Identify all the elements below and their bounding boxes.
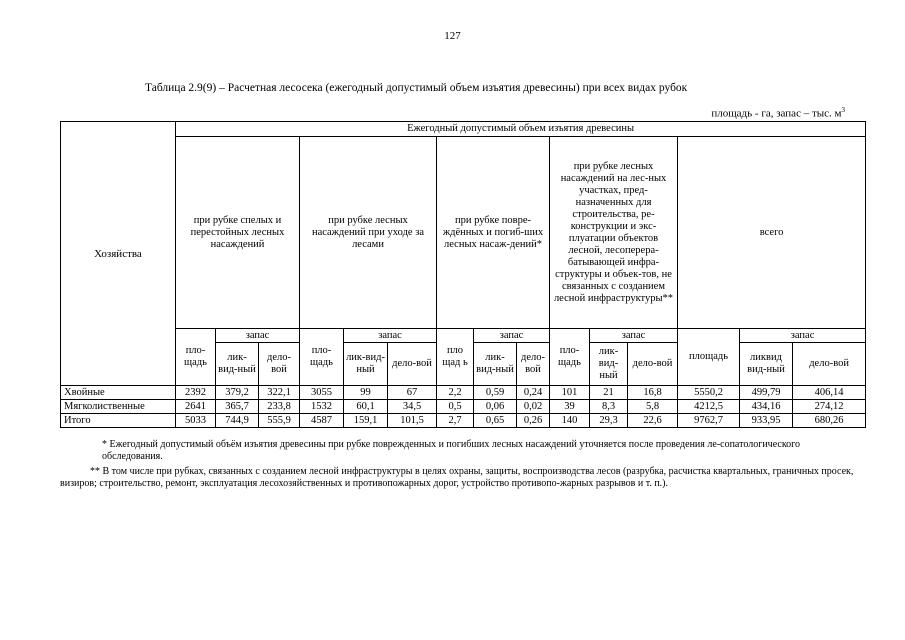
cell: 0,5 [437, 400, 474, 414]
cell: 274,12 [793, 400, 866, 414]
header-overall: Ежегодный допустимый объем изъятия древесины [176, 122, 866, 137]
cell: 434,16 [740, 400, 793, 414]
cell: 22,6 [628, 414, 678, 428]
cell: 34,5 [388, 400, 437, 414]
header-stock: запас [474, 329, 550, 343]
cell: 5550,2 [678, 386, 740, 400]
header-liquid: лик-вид-ный [590, 343, 628, 386]
header-group-total: всего [678, 137, 866, 329]
header-stock: запас [344, 329, 437, 343]
cell: 67 [388, 386, 437, 400]
header-group-infrastructure: при рубке лесных насаждений на лес-ных участках, пред-назначенных для строительства, ре-конструкции и экс-плуатации объектов лесной, лесоперера-батывающей инфра-структуры и объек-тов, не связанных с созданием лесной инфраструктуры** [550, 137, 678, 329]
footnote-damaged: * Ежегодный допустимый объём изъятия древесины при рубке поврежденных и погибших лесных насаждений уточняется после проведения ле-сопатологического обследования. [102, 439, 801, 462]
cell: 2641 [176, 400, 216, 414]
cell: 140 [550, 414, 590, 428]
cell: 99 [344, 386, 388, 400]
cell: 2,7 [437, 414, 474, 428]
cell: 3055 [300, 386, 344, 400]
header-area: пло щад ь [437, 329, 474, 386]
units-text: площадь - га, запас – тыс. м [711, 107, 842, 120]
cell: 29,3 [590, 414, 628, 428]
row-label: Мягколиственные [61, 400, 176, 414]
cell: 60,1 [344, 400, 388, 414]
header-liquid: лик-вид-ный [216, 343, 259, 386]
cell: 680,26 [793, 414, 866, 428]
table-row-total [61, 414, 866, 428]
cell: 0,59 [474, 386, 517, 400]
table-row [61, 400, 866, 414]
cell: 5,8 [628, 400, 678, 414]
header-commercial: дело-вой [517, 343, 550, 386]
header-commercial: дело-вой [793, 343, 866, 386]
header-commercial: дело-вой [259, 343, 300, 386]
cell: 2392 [176, 386, 216, 400]
cell: 159,1 [344, 414, 388, 428]
header-area: площадь [678, 329, 740, 386]
header-group-mature: при рубке спелых и перестойных лесных насаждений [176, 137, 300, 329]
cell: 365,7 [216, 400, 259, 414]
header-stock: запас [590, 329, 678, 343]
harvest-table [60, 121, 866, 428]
cell: 39 [550, 400, 590, 414]
header-area: пло-щадь [300, 329, 344, 386]
cell: 101 [550, 386, 590, 400]
table-caption: Таблица 2.9(9) – Расчетная лесосека (ежегодный допустимый объем изъятия древесины) при всех видах рубок [145, 82, 688, 94]
cell: 406,14 [793, 386, 866, 400]
footnote-infrastructure: ** В том числе при рубках, связанных с созданием лесной инфраструктуры в целях охраны, защиты, воспроизводства лесов (разрубка, расчистка квартальных, граничных просек, визиров; строительство, ремонт, эксплуатация лесохозяйственных и противопожарных дорог, устройство противопо-жарных разрывов и т. п.). [60, 466, 854, 489]
header-liquid: ликвид вид-ный [740, 343, 793, 386]
units-superscript: 3 [841, 106, 845, 114]
cell: 101,5 [388, 414, 437, 428]
cell: 1532 [300, 400, 344, 414]
cell: 499,79 [740, 386, 793, 400]
header-group-care: при рубке лесных насаждений при уходе за лесами [300, 137, 437, 329]
cell: 0,02 [517, 400, 550, 414]
cell: 2,2 [437, 386, 474, 400]
cell: 555,9 [259, 414, 300, 428]
header-stock: запас [216, 329, 300, 343]
cell: 233,8 [259, 400, 300, 414]
cell: 0,24 [517, 386, 550, 400]
header-group-damaged: при рубке повре-ждённых и погиб-ших лесных насаж-дений* [437, 137, 550, 329]
table-row [61, 386, 866, 400]
cell: 9762,7 [678, 414, 740, 428]
cell: 4587 [300, 414, 344, 428]
header-commercial: дело-вой [388, 343, 437, 386]
row-label: Итого [61, 414, 176, 428]
header-farm: Хозяйства [61, 122, 176, 386]
header-area: пло-щадь [550, 329, 590, 386]
cell: 933,95 [740, 414, 793, 428]
cell: 379,2 [216, 386, 259, 400]
header-stock: запас [740, 329, 866, 343]
cell: 0,26 [517, 414, 550, 428]
header-liquid: лик-вид-ный [474, 343, 517, 386]
cell: 0,06 [474, 400, 517, 414]
row-label: Хвойные [61, 386, 176, 400]
cell: 744,9 [216, 414, 259, 428]
header-liquid: лик-вид-ный [344, 343, 388, 386]
cell: 4212,5 [678, 400, 740, 414]
cell: 5033 [176, 414, 216, 428]
page-number: 127 [444, 30, 461, 42]
cell: 0,65 [474, 414, 517, 428]
header-area: пло-щадь [176, 329, 216, 386]
header-commercial: дело-вой [628, 343, 678, 386]
cell: 322,1 [259, 386, 300, 400]
cell: 21 [590, 386, 628, 400]
units-label [711, 106, 845, 120]
cell: 16,8 [628, 386, 678, 400]
cell: 8,3 [590, 400, 628, 414]
